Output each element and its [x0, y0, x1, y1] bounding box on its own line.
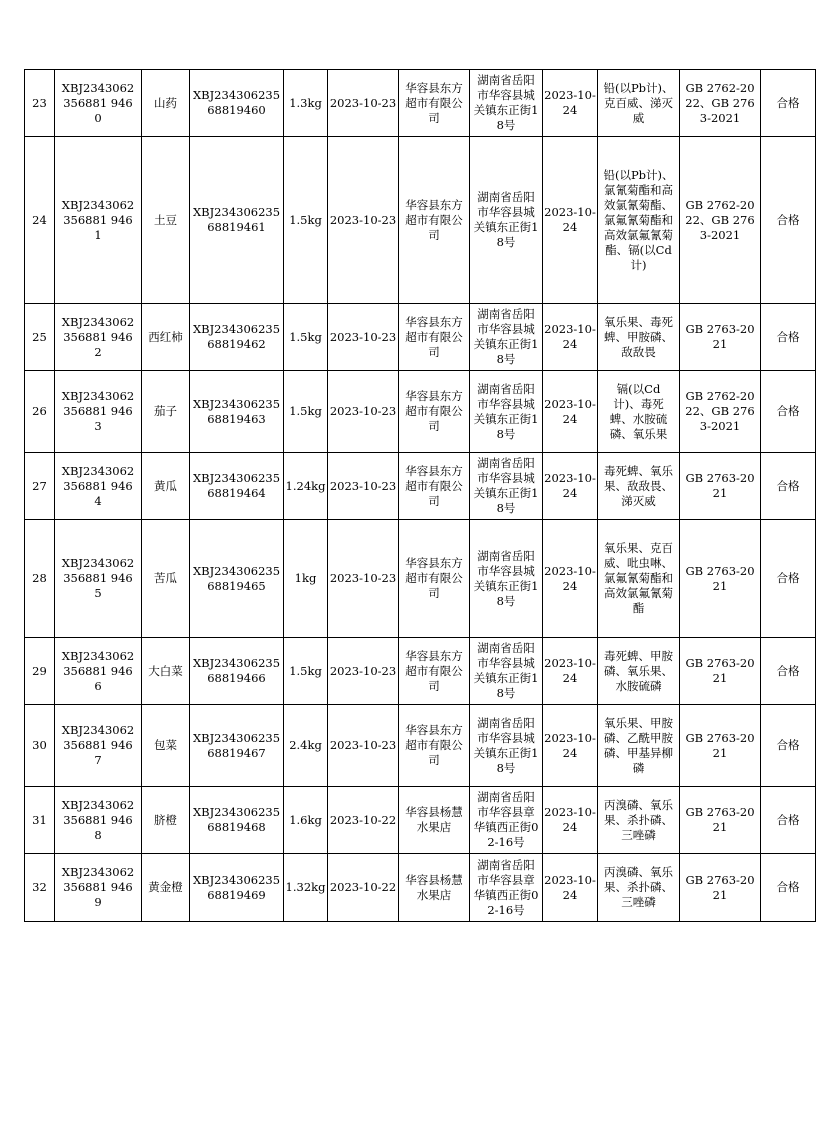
report-number-cell: XBJ23430623568819463	[190, 371, 284, 453]
sample-name-cell: 黄金橙	[142, 854, 190, 922]
inspection-date-cell: 2023-10-24	[543, 854, 598, 922]
row-number: 28	[25, 520, 55, 638]
production-date-cell: 2023-10-22	[328, 787, 399, 854]
sample-quantity-cell: 1.5kg	[284, 304, 328, 371]
sample-name-cell: 西红柿	[142, 304, 190, 371]
production-date-cell: 2023-10-23	[328, 371, 399, 453]
row-number: 25	[25, 304, 55, 371]
seller-address-cell: 湖南省岳阳市华容县城关镇东正街18号	[470, 638, 543, 705]
production-date-cell: 2023-10-23	[328, 137, 399, 304]
result-cell: 合格	[761, 638, 816, 705]
sample-quantity-cell: 1.24kg	[284, 453, 328, 520]
table-row	[25, 304, 816, 371]
sample-name-cell: 土豆	[142, 137, 190, 304]
production-date-cell: 2023-10-23	[328, 705, 399, 787]
inspection-items-cell: 氧乐果、毒死蜱、甲胺磷、敌敌畏	[598, 304, 680, 371]
seller-address-cell: 湖南省岳阳市华容县城关镇东正街18号	[470, 137, 543, 304]
sample-id-cell: XBJ2343062356881 9464	[55, 453, 142, 520]
standard-cell: GB 2763-2021	[680, 854, 761, 922]
inspection-items-cell: 毒死蜱、氧乐果、敌敌畏、涕灭威	[598, 453, 680, 520]
row-number: 31	[25, 787, 55, 854]
row-number: 30	[25, 705, 55, 787]
result-cell: 合格	[761, 137, 816, 304]
inspection-items-cell: 镉(以Cd计)、毒死蜱、水胺硫磷、氧乐果	[598, 371, 680, 453]
standard-cell: GB 2763-2021	[680, 638, 761, 705]
sample-quantity-cell: 1.5kg	[284, 371, 328, 453]
result-cell: 合格	[761, 787, 816, 854]
result-cell: 合格	[761, 453, 816, 520]
production-date-cell: 2023-10-22	[328, 854, 399, 922]
sample-name-cell: 黄瓜	[142, 453, 190, 520]
sample-quantity-cell: 1.32kg	[284, 854, 328, 922]
result-cell: 合格	[761, 854, 816, 922]
seller-name-cell: 华容县东方超市有限公司	[399, 638, 470, 705]
standard-cell: GB 2763-2021	[680, 787, 761, 854]
row-number: 27	[25, 453, 55, 520]
inspection-items-cell: 氧乐果、克百威、吡虫啉、氯氟氰菊酯和高效氯氟氰菊酯	[598, 520, 680, 638]
production-date-cell: 2023-10-23	[328, 520, 399, 638]
inspection-date-cell: 2023-10-24	[543, 304, 598, 371]
row-number: 24	[25, 137, 55, 304]
seller-name-cell: 华容县东方超市有限公司	[399, 371, 470, 453]
report-number-cell: XBJ23430623568819462	[190, 304, 284, 371]
sample-id-cell: XBJ2343062356881 9467	[55, 705, 142, 787]
sample-id-cell: XBJ2343062356881 9466	[55, 638, 142, 705]
result-cell: 合格	[761, 371, 816, 453]
seller-name-cell: 华容县东方超市有限公司	[399, 705, 470, 787]
sample-quantity-cell: 1.5kg	[284, 137, 328, 304]
inspection-date-cell: 2023-10-24	[543, 638, 598, 705]
sample-id-cell: XBJ2343062356881 9460	[55, 70, 142, 137]
seller-address-cell: 湖南省岳阳市华容县城关镇东正街18号	[470, 371, 543, 453]
inspection-date-cell: 2023-10-24	[543, 705, 598, 787]
seller-name-cell: 华容县东方超市有限公司	[399, 453, 470, 520]
inspection-items-cell: 铅(以Pb计)、克百威、涕灭威	[598, 70, 680, 137]
row-number: 32	[25, 854, 55, 922]
sample-quantity-cell: 1.6kg	[284, 787, 328, 854]
report-number-cell: XBJ23430623568819468	[190, 787, 284, 854]
report-number-cell: XBJ23430623568819466	[190, 638, 284, 705]
seller-address-cell: 湖南省岳阳市华容县章华镇西正街02-16号	[470, 787, 543, 854]
sample-name-cell: 脐橙	[142, 787, 190, 854]
report-number-cell: XBJ23430623568819469	[190, 854, 284, 922]
table-row	[25, 638, 816, 705]
result-cell: 合格	[761, 304, 816, 371]
sample-id-cell: XBJ2343062356881 9468	[55, 787, 142, 854]
seller-name-cell: 华容县东方超市有限公司	[399, 70, 470, 137]
table-row	[25, 371, 816, 453]
seller-address-cell: 湖南省岳阳市华容县章华镇西正街02-16号	[470, 854, 543, 922]
standard-cell: GB 2762-2022、GB 2763-2021	[680, 70, 761, 137]
seller-name-cell: 华容县东方超市有限公司	[399, 520, 470, 638]
inspection-date-cell: 2023-10-24	[543, 70, 598, 137]
standard-cell: GB 2762-2022、GB 2763-2021	[680, 371, 761, 453]
inspection-items-cell: 毒死蜱、甲胺磷、氧乐果、水胺硫磷	[598, 638, 680, 705]
table-row	[25, 787, 816, 854]
inspection-items-cell: 氧乐果、甲胺磷、乙酰甲胺磷、甲基异柳磷	[598, 705, 680, 787]
inspection-date-cell: 2023-10-24	[543, 371, 598, 453]
sample-name-cell: 苦瓜	[142, 520, 190, 638]
sample-quantity-cell: 2.4kg	[284, 705, 328, 787]
seller-address-cell: 湖南省岳阳市华容县城关镇东正街18号	[470, 520, 543, 638]
seller-address-cell: 湖南省岳阳市华容县城关镇东正街18号	[470, 705, 543, 787]
inspection-items-cell: 丙溴磷、氧乐果、杀扑磷、三唑磷	[598, 787, 680, 854]
result-cell: 合格	[761, 705, 816, 787]
report-number-cell: XBJ23430623568819465	[190, 520, 284, 638]
result-cell: 合格	[761, 520, 816, 638]
seller-address-cell: 湖南省岳阳市华容县城关镇东正街18号	[470, 453, 543, 520]
sample-name-cell: 大白菜	[142, 638, 190, 705]
sample-id-cell: XBJ2343062356881 9469	[55, 854, 142, 922]
inspection-date-cell: 2023-10-24	[543, 453, 598, 520]
report-number-cell: XBJ23430623568819467	[190, 705, 284, 787]
production-date-cell: 2023-10-23	[328, 638, 399, 705]
seller-name-cell: 华容县东方超市有限公司	[399, 137, 470, 304]
sample-name-cell: 包菜	[142, 705, 190, 787]
sample-id-cell: XBJ2343062356881 9461	[55, 137, 142, 304]
standard-cell: GB 2763-2021	[680, 520, 761, 638]
table-row	[25, 137, 816, 304]
row-number: 26	[25, 371, 55, 453]
production-date-cell: 2023-10-23	[328, 70, 399, 137]
sample-id-cell: XBJ2343062356881 9462	[55, 304, 142, 371]
inspection-items-cell: 铅(以Pb计)、氯氰菊酯和高效氯氰菊酯、氯氟氰菊酯和高效氯氟氰菊酯、镉(以Cd计)	[598, 137, 680, 304]
sample-quantity-cell: 1kg	[284, 520, 328, 638]
inspection-date-cell: 2023-10-24	[543, 787, 598, 854]
production-date-cell: 2023-10-23	[328, 304, 399, 371]
seller-name-cell: 华容县杨慧水果店	[399, 854, 470, 922]
result-cell: 合格	[761, 70, 816, 137]
standard-cell: GB 2763-2021	[680, 705, 761, 787]
sample-id-cell: XBJ2343062356881 9465	[55, 520, 142, 638]
sample-name-cell: 山药	[142, 70, 190, 137]
table-row	[25, 70, 816, 137]
standard-cell: GB 2762-2022、GB 2763-2021	[680, 137, 761, 304]
inspection-results-table	[24, 69, 816, 922]
seller-name-cell: 华容县东方超市有限公司	[399, 304, 470, 371]
seller-address-cell: 湖南省岳阳市华容县城关镇东正街18号	[470, 70, 543, 137]
inspection-date-cell: 2023-10-24	[543, 137, 598, 304]
production-date-cell: 2023-10-23	[328, 453, 399, 520]
seller-address-cell: 湖南省岳阳市华容县城关镇东正街18号	[470, 304, 543, 371]
report-number-cell: XBJ23430623568819464	[190, 453, 284, 520]
standard-cell: GB 2763-2021	[680, 304, 761, 371]
table-row	[25, 705, 816, 787]
report-number-cell: XBJ23430623568819461	[190, 137, 284, 304]
row-number: 29	[25, 638, 55, 705]
sample-name-cell: 茄子	[142, 371, 190, 453]
table-row	[25, 520, 816, 638]
sample-quantity-cell: 1.3kg	[284, 70, 328, 137]
report-number-cell: XBJ23430623568819460	[190, 70, 284, 137]
sample-id-cell: XBJ2343062356881 9463	[55, 371, 142, 453]
row-number: 23	[25, 70, 55, 137]
standard-cell: GB 2763-2021	[680, 453, 761, 520]
table-row	[25, 854, 816, 922]
table-row	[25, 453, 816, 520]
inspection-date-cell: 2023-10-24	[543, 520, 598, 638]
sample-quantity-cell: 1.5kg	[284, 638, 328, 705]
inspection-items-cell: 丙溴磷、氧乐果、杀扑磷、三唑磷	[598, 854, 680, 922]
seller-name-cell: 华容县杨慧水果店	[399, 787, 470, 854]
